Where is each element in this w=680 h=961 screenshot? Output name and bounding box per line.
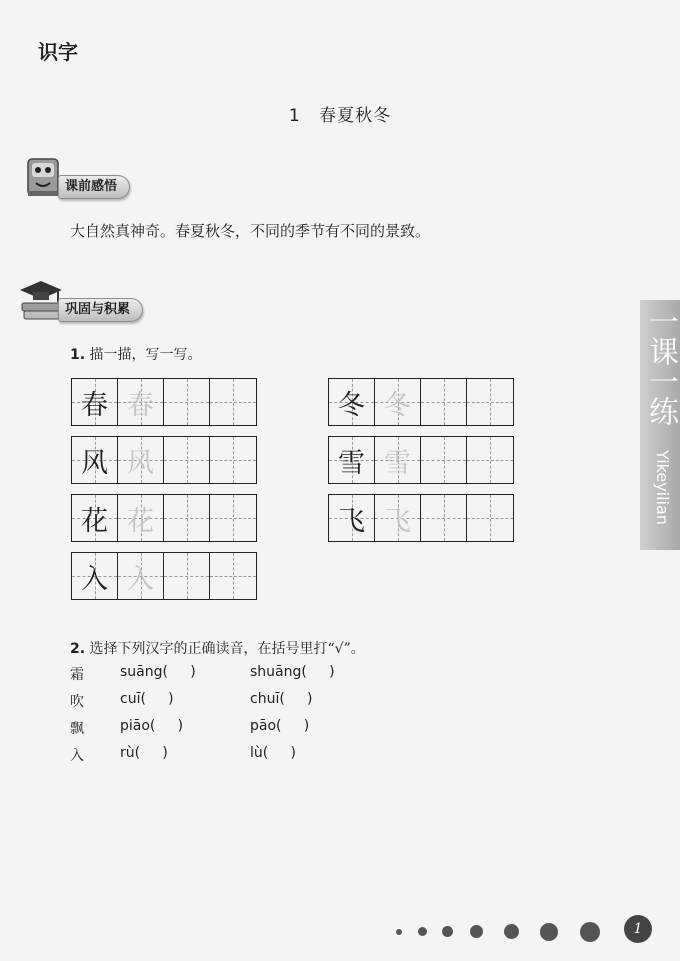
model-char: 飞 — [338, 505, 365, 537]
write-cell[interactable] — [164, 495, 210, 541]
lesson-title: 春夏秋冬 — [319, 106, 392, 126]
write-cell[interactable] — [210, 437, 256, 483]
intro-text: 大自然真神奇。春夏秋冬，不同的季节有不同的景致。 — [70, 222, 431, 240]
question-1-text: 描一描，写一写。 — [89, 347, 202, 363]
side-tab-chars-text: 一课一练 — [643, 306, 678, 426]
question-1-number: 1. — [70, 347, 86, 363]
pronunciation-char: 入 — [70, 748, 84, 764]
banner-before-class-label: 课前感悟 — [58, 175, 130, 199]
question-2-text: 选择下列汉字的正确读音，在括号里打“√”。 — [89, 641, 365, 657]
dot — [504, 924, 519, 939]
pinyin-option-2[interactable]: chuī( ) — [250, 691, 313, 707]
side-tab — [640, 300, 680, 550]
side-tab-latin — [642, 450, 678, 540]
tracing-row — [328, 436, 514, 484]
write-cell[interactable] — [421, 495, 467, 541]
trace-char: 飞 — [384, 505, 411, 537]
page-dots — [390, 918, 650, 944]
trace-char: 花 — [127, 505, 154, 537]
model-char: 雪 — [338, 447, 365, 479]
dot — [418, 927, 427, 936]
tracing-row — [71, 378, 257, 426]
pinyin-option-1[interactable]: piāo( ) — [120, 718, 184, 734]
trace-char: 春 — [127, 389, 154, 421]
banner-before-class — [58, 175, 130, 199]
write-cell[interactable] — [467, 379, 513, 425]
tracing-row — [328, 494, 514, 542]
tracing-row — [71, 494, 257, 542]
write-cell[interactable] — [421, 379, 467, 425]
dot — [396, 929, 402, 935]
trace-char: 入 — [127, 563, 154, 595]
write-cell[interactable] — [164, 379, 210, 425]
section-label: 识字 — [38, 40, 78, 64]
side-tab-chars — [640, 306, 680, 426]
model-char: 入 — [81, 563, 108, 595]
write-cell[interactable] — [210, 553, 256, 599]
pinyin-option-1[interactable]: rù( ) — [120, 745, 168, 761]
tracing-row — [71, 436, 257, 484]
write-cell[interactable] — [421, 437, 467, 483]
pinyin-option-2[interactable]: shuāng( ) — [250, 664, 335, 680]
pronunciation-char: 飘 — [70, 721, 84, 737]
pronunciation-char: 吹 — [70, 694, 84, 710]
model-char: 风 — [81, 447, 108, 479]
pinyin-option-1[interactable]: suāng( ) — [120, 664, 196, 680]
question-2-number: 2. — [70, 641, 86, 657]
dot — [470, 925, 483, 938]
write-cell[interactable] — [210, 495, 256, 541]
pinyin-option-1[interactable]: cuī( ) — [120, 691, 174, 707]
write-cell[interactable] — [164, 553, 210, 599]
question-1 — [70, 344, 202, 364]
dot — [442, 926, 453, 937]
banner-consolidate-label: 巩固与积累 — [58, 298, 143, 322]
pronunciation-char: 霜 — [70, 667, 84, 683]
tracing-row — [71, 552, 257, 600]
model-char: 春 — [81, 389, 108, 421]
pinyin-option-2[interactable]: lù( ) — [250, 745, 296, 761]
trace-char: 风 — [127, 447, 154, 479]
write-cell[interactable] — [467, 495, 513, 541]
dot — [540, 923, 558, 941]
write-cell[interactable] — [210, 379, 256, 425]
model-char: 花 — [81, 505, 108, 537]
write-cell[interactable] — [164, 437, 210, 483]
model-char: 冬 — [338, 389, 365, 421]
tracing-row — [328, 378, 514, 426]
side-tab-latin-text: Yikeyilian — [653, 450, 672, 525]
trace-char: 冬 — [384, 389, 411, 421]
page-title — [0, 101, 680, 126]
write-cell[interactable] — [467, 437, 513, 483]
page-number: 1 — [624, 915, 652, 943]
question-2 — [70, 638, 365, 658]
pinyin-option-2[interactable]: pāo( ) — [250, 718, 310, 734]
trace-char: 雪 — [384, 447, 411, 479]
lesson-number: 1 — [288, 106, 301, 126]
dot — [580, 922, 600, 942]
banner-consolidate — [58, 298, 143, 322]
